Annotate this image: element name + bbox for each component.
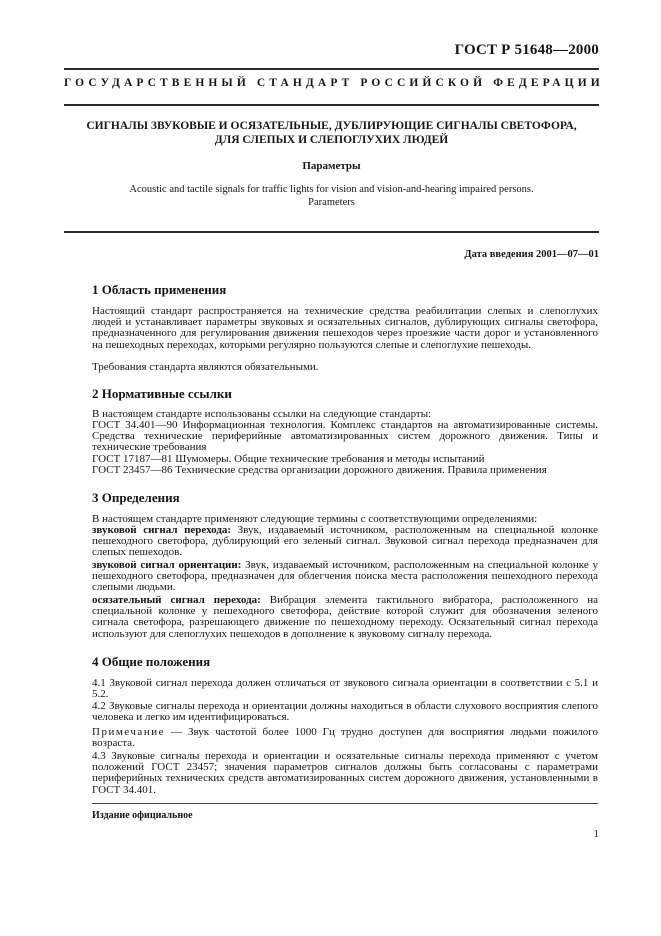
introduction-date: Дата введения 2001—07—01 [464, 249, 599, 260]
section-2-intro: В настоящем стандарте использованы ссылки на следующие стандарты: [92, 408, 432, 420]
definition-tactile-signal [92, 595, 598, 640]
definition-text: Звук, издаваемый источником, расположенным на специальной колонке пешеходного светофора, дублирующий его зеленый сигнал. Звуковой сигнал перехода предназначен для слепых пешеходов. [92, 524, 598, 559]
section-4-heading: 4 Общие положения [92, 654, 211, 669]
section-3-heading: 3 Определения [92, 490, 180, 505]
section-2-heading: 2 Нормативные ссылки [92, 386, 232, 401]
footer-rule [92, 803, 598, 804]
english-title-line-2: Parameters [308, 197, 355, 208]
reference-gost-23457: ГОСТ 23457—86 Технические средства организации дорожного движения. Правила применения [92, 464, 547, 476]
clause-4-2: 4.2 Звуковые сигналы перехода и ориентации должны находиться в области слухового восприятия слепого человека и легко им идентифицироваться. [92, 700, 598, 724]
term-orientation-sound: звуковой сигнал ориентации: [92, 559, 242, 571]
definition-text: Вибрация элемента тактильного вибратора, расположенного на специальной колонке у пешеходного светофора, действие которой служит для обозначения зеленого сигнала светофора, разрешающего движение по пешеходному переходу. Осязательный сигнал перехода используют для слепоглухих пешеходов в дополнение к звуковому сигналу перехода. [92, 594, 598, 640]
org-rule [64, 104, 599, 106]
english-title-line-1: Acoustic and tactile signals for traffic lights for vision and vision-and-hearing impaired persons. [129, 184, 534, 195]
reference-gost-17187: ГОСТ 17187—81 Шумомеры. Общие технические требования и методы испытаний [92, 453, 485, 465]
official-edition-label: Издание официальное [92, 810, 193, 821]
title-line-1: СИГНАЛЫ ЗВУКОВЫЕ И ОСЯЗАТЕЛЬНЫЕ, ДУБЛИРУЮЩИЕ СИГНАЛЫ СВЕТОФОРА, [86, 120, 577, 132]
title-line-2: ДЛЯ СЛЕПЫХ И СЛЕПОГЛУХИХ ЛЮДЕЙ [214, 134, 449, 146]
section-1-mandatory: Требования стандарта являются обязательными. [92, 361, 319, 373]
clause-4-1: 4.1 Звуковой сигнал перехода должен отличаться от звукового сигнала ориентации в соответствии с 5.1 и 5.2. [92, 677, 598, 701]
definition-text: Звук, издаваемый источником, расположенным на специальной колонке у пешеходного светофора, предназначен для облегчения поиска места расположения пешеходного перехода слепыми людьми. [92, 559, 598, 594]
definition-crossing-sound [92, 525, 598, 559]
reference-gost-34401: ГОСТ 34.401—90 Информационная технология. Комплекс стандартов на автоматизированные системы. Средства технические периферийные автоматизированных систем дорожного движения. Типы и технические требования [92, 419, 598, 454]
note-text: — Звук частотой более 1000 Гц трудно доступен для восприятия людьми пожилого возраста. [92, 726, 598, 750]
clause-4-3: 4.3 Звуковые сигналы перехода и ориентации и осязательные сигналы перехода применяют с учетом положений ГОСТ 23457; значения параметров сигналов должны быть согласованы с параметрами периферийных технических средств автоматизированных систем дорожного движения, установленными в ГОСТ 34.401. [92, 750, 598, 796]
note-label: Примечание [92, 726, 165, 738]
page-number: 1 [593, 828, 599, 840]
term-tactile-signal: осязательный сигнал перехода: [92, 594, 261, 606]
section-1-heading: 1 Область применения [92, 282, 227, 297]
document-id: ГОСТ Р 51648—2000 [454, 42, 599, 58]
organization-name: ГОСУДАРСТВЕННЫЙ СТАНДАРТ РОССИЙСКОЙ ФЕДЕРАЦИИ [64, 77, 604, 89]
section-3-intro: В настоящем стандарте применяют следующие термины с соответствующими определениями: [92, 513, 538, 525]
term-crossing-sound: звуковой сигнал перехода: [92, 524, 232, 536]
section-1-paragraph: Настоящий стандарт распространяется на технические средства реабилитации слепых и слепоглухих людей и устанавливает параметры звуковых и осязательных сигналов, дублирующих сигналы светофора, предназначенного для регулирования движения пешеходов через проезжие части дорог и установленного на пешеходных переходах, которыми регулярно пользуются слепые и слепоглухие пешеходы. [92, 305, 598, 351]
top-rule [64, 68, 599, 70]
note [92, 727, 598, 749]
definition-orientation-sound [92, 560, 598, 594]
title-rule [64, 231, 599, 233]
document-subtitle: Параметры [302, 160, 361, 172]
english-title [64, 183, 599, 209]
document-title [64, 119, 599, 147]
